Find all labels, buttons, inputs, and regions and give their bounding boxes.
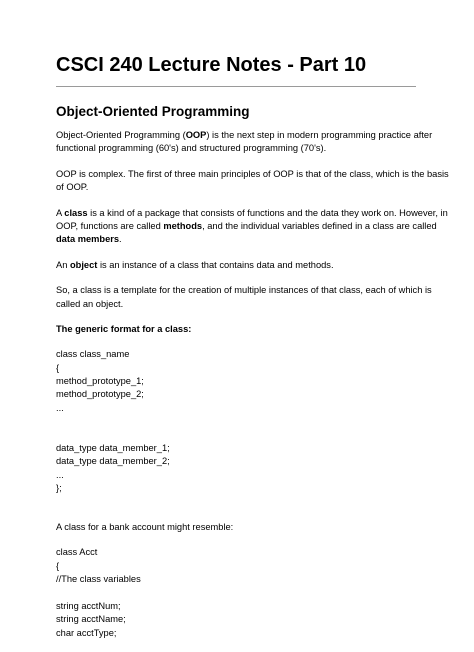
code-line: { [56,560,60,571]
document-body [56,129,449,652]
code-line: data_type data_member_2; [56,456,170,467]
paragraph-line: functional programming (60's) and structured programming (70's). [56,143,327,154]
bank-class-code [56,546,424,640]
code-line: method_prototype_2; [56,389,144,400]
code-line: { [56,362,60,373]
bold-term: OOP [185,130,207,140]
title-divider [56,86,416,87]
generic-class-code [56,348,424,509]
generic-format-heading [56,323,424,336]
blank-line [56,587,424,600]
code-line: ... [56,402,64,413]
document-title: CSCI 240 Lecture Notes - Part 10 [56,54,367,76]
paragraph-line: A class for a bank account might resemble: [56,521,234,532]
code-line: method_prototype_1; [56,376,144,387]
paragraph-class-template [56,284,432,311]
code-line: //The class variables [56,574,141,585]
code-line: class Acct [56,547,98,558]
paragraph-line: An object is an instance of a class that contains data and methods. [56,259,334,270]
section-heading: Object-Oriented Programming [56,104,250,119]
paragraph-bank-intro [56,521,424,534]
paragraph-object-definition [56,259,424,272]
code-line: data_type data_member_1; [56,443,170,454]
bold-heading: The generic format for a class: [56,323,192,334]
paragraph-class-definition [56,207,448,247]
paragraph-line: data members. [56,234,122,245]
paragraph-oop-intro [56,129,433,156]
code-line: string acctName; [56,614,126,625]
code-line: char acctType; [56,627,117,638]
bold-term: class [64,207,88,218]
bold-term: methods [163,220,203,231]
paragraph-line: OOP, functions are called methods, and the individual variables defined in a class are called [56,220,437,231]
paragraph-line: Object-Oriented Programming (OOP) is the next step in modern programming practice after [56,130,433,140]
code-line: string acctNum; [56,600,121,611]
blank-line [56,415,424,428]
paragraph-line: So, a class is a template for the creation of multiple instances of that class, each of which is [56,285,432,296]
paragraph-line: called an object. [56,298,124,309]
code-line: }; [56,483,62,494]
blank-line [56,496,424,509]
paragraph-oop-complex [56,168,449,195]
paragraph-line: of OOP. [56,182,89,193]
code-line: ... [56,469,64,480]
paragraph-line: OOP is complex. The first of three main principles of OOP is that of the class, which is the basis [56,168,449,179]
bold-term: data members [56,234,120,245]
paragraph-line: A class is a kind of a package that consists of functions and the data they work on. However, in [56,207,448,218]
bold-term: object [69,259,98,270]
blank-line [56,429,424,442]
code-line: class class_name [56,349,130,360]
